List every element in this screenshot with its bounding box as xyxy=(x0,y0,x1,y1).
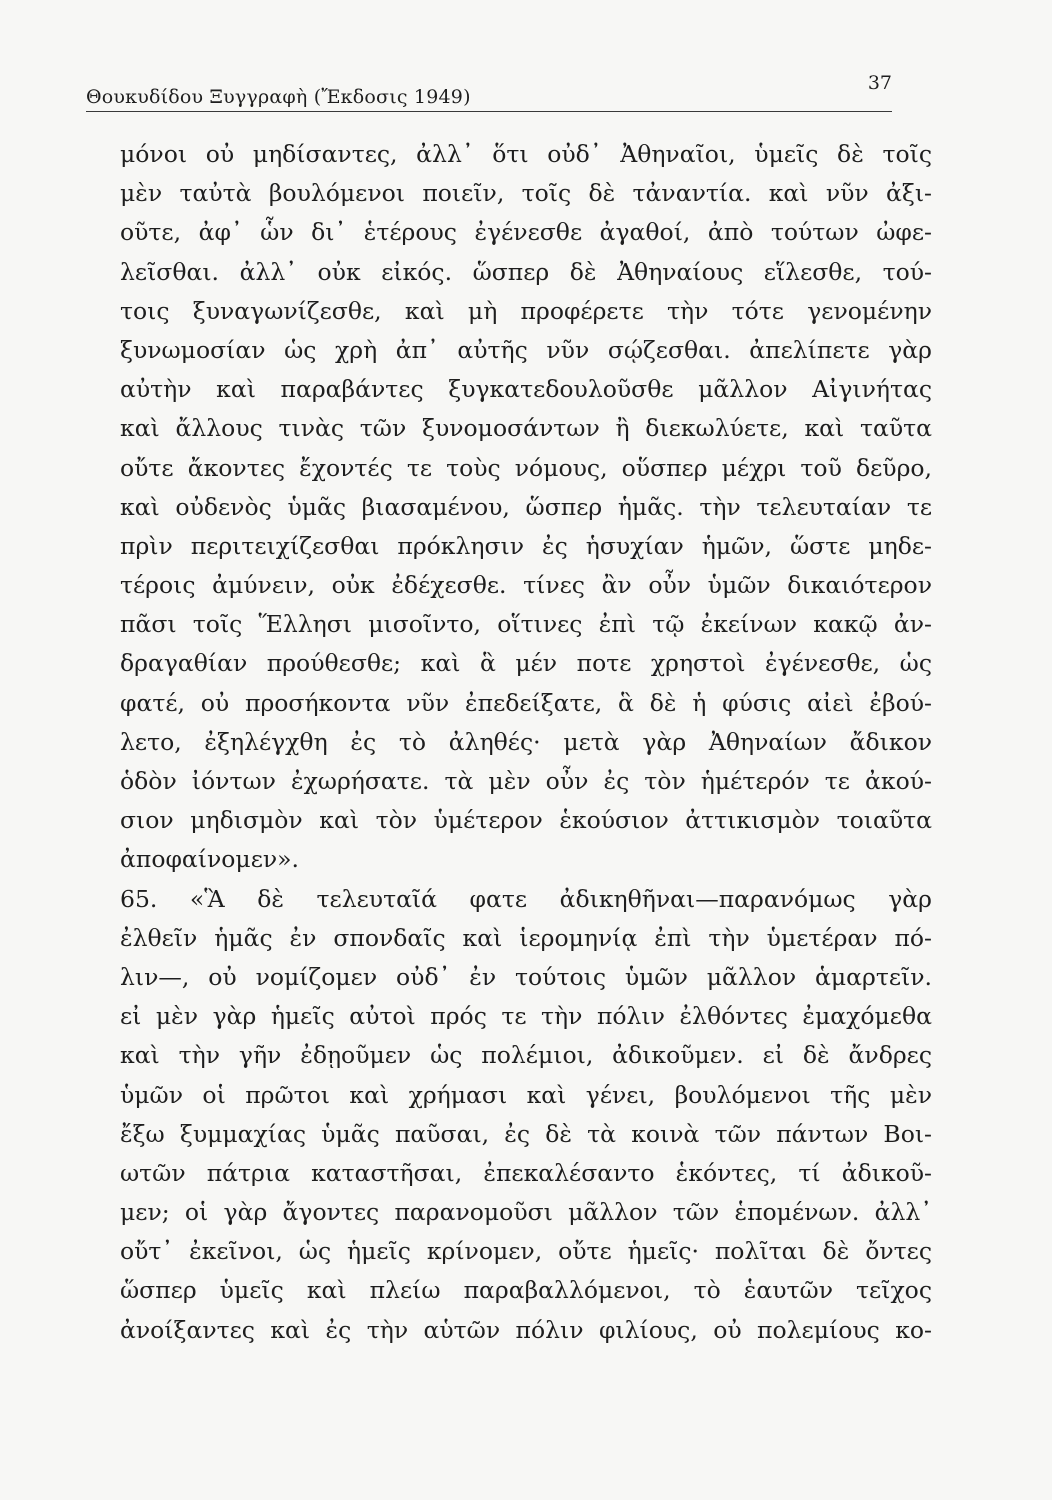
text-line: πᾶσι τοῖς Ἕλλησι μισοῖντο, οἵτινες ἐπὶ τῷ ἐκείνων κακῷ ἀν- xyxy=(120,610,932,639)
text-line: δραγαθίαν προύθεσθε; καὶ ἃ μέν ποτε χρηστοὶ ἐγένεσθε, ὡς xyxy=(120,649,932,678)
text-line: 65. «Ἃ δὲ τελευταῖά φατε ἀδικηθῆναι—παρανόμως γὰρ xyxy=(120,884,932,913)
text-line: ὁδὸν ἰόντων ἐχωρήσατε. τὰ μὲν οὖν ἐς τὸν ἡμέτερόν τε ἀκού- xyxy=(120,767,932,795)
text-line: μὲν ταὐτὰ βουλόμενοι ποιεῖν, τοῖς δὲ τἀναντία. καὶ νῦν ἀξι- xyxy=(120,179,932,208)
text-line: πρὶν περιτειχίζεσθαι πρόκλησιν ἐς ἡσυχίαν ἡμῶν, ὥστε μηδε- xyxy=(120,531,932,560)
text-line: ἐλθεῖν ἡμᾶς ἐν σπονδαῖς καὶ ἱερομηνίᾳ ἐπὶ τὴν ὑμετέραν πό- xyxy=(120,923,932,952)
text-line: λετο, ἐξηλέγχθη ἐς τὸ ἀληθές· μετὰ γὰρ Ἀθηναίων ἄδικον xyxy=(120,727,932,756)
text-line: ἔξω ξυμμαχίας ὑμᾶς παῦσαι, ἐς δὲ τὰ κοινὰ τῶν πάντων Βοι- xyxy=(120,1119,932,1148)
text-line: λεῖσθαι. ἀλλ᾽ οὐκ εἰκός. ὥσπερ δὲ Ἀθηναίους εἵλεσθε, τού- xyxy=(120,257,932,286)
text-line: καὶ οὐδενὸς ὑμᾶς βιασαμένου, ὥσπερ ἡμᾶς. τὴν τελευταίαν τε xyxy=(120,492,932,521)
text-line: οῦτε, ἀφ᾽ ὧν δι᾽ ἑτέρους ἐγένεσθε ἀγαθοί, ἀπὸ τούτων ὠφε- xyxy=(120,218,932,247)
text-line: λιν—, οὐ νομίζομεν οὐδ᾽ ἐν τούτοις ὑμῶν μᾶλλον ἁμαρτεῖν. xyxy=(120,962,932,991)
text-line: καὶ τὴν γῆν ἐδῃοῦμεν ὡς πολέμιοι, ἀδικοῦμεν. εἰ δὲ ἄνδρες xyxy=(120,1041,932,1070)
text-line: μεν; οἱ γὰρ ἄγοντες παρανομοῦσι μᾶλλον τῶν ἑπομένων. ἀλλ᾽ xyxy=(120,1198,932,1227)
body-text xyxy=(120,135,932,1350)
text-line: οὔτ᾽ ἐκεῖνοι, ὡς ἡμεῖς κρίνομεν, οὔτε ἡμεῖς· πολῖται δὲ ὄντες xyxy=(120,1237,932,1266)
text-line: οὔτε ἄκοντες ἔχοντές τε τοὺς νόμους, οὕσπερ μέχρι τοῦ δεῦρο, xyxy=(120,453,932,482)
text-line: μόνοι οὐ μηδίσαντες, ἀλλ᾽ ὅτι οὐδ᾽ Ἀθηναῖοι, ὑμεῖς δὲ τοῖς xyxy=(120,140,932,168)
text-line: ξυνωμοσίαν ὡς χρὴ ἀπ᾽ αὐτῆς νῦν σῴζεσθαι. ἀπελίπετε γὰρ xyxy=(120,335,932,364)
page-number: 37 xyxy=(867,72,892,94)
text-line: ὑμῶν οἱ πρῶτοι καὶ χρήμασι καὶ γένει, βουλόμενοι τῆς μὲν xyxy=(120,1080,932,1109)
text-line: εἰ μὲν γὰρ ἡμεῖς αὐτοὶ πρός τε τὴν πόλιν ἐλθόντες ἐμαχόμεθα xyxy=(120,1002,932,1031)
text-line: τέροις ἀμύνειν, οὐκ ἐδέχεσθε. τίνες ἂν οὖν ὑμῶν δικαιότερον xyxy=(120,571,932,600)
text-line: καὶ ἄλλους τινὰς τῶν ξυνομοσάντων ἢ διεκωλύετε, καὶ ταῦτα xyxy=(120,414,932,443)
running-title: Θουκυδίδου Ξυγγραφὴ (Ἔκδοσις 1949) xyxy=(86,86,471,108)
text-line: τοις ξυναγωνίζεσθε, καὶ μὴ προφέρετε τὴν τότε γενομένην xyxy=(120,296,932,325)
text-line: ἀποφαίνομεν». xyxy=(120,845,300,874)
text-line: ὥσπερ ὑμεῖς καὶ πλείω παραβαλλόμενοι, τὸ ἑαυτῶν τεῖχος xyxy=(120,1276,932,1305)
text-line: ωτῶν πάτρια καταστῆσαι, ἐπεκαλέσαντο ἑκόντες, τί ἀδικοῦ- xyxy=(120,1158,932,1187)
text-line: φατέ, οὐ προσήκοντα νῦν ἐπεδείξατε, ἃ δὲ ἡ φύσις αἰεὶ ἐβού- xyxy=(120,688,932,717)
running-head xyxy=(86,72,892,112)
text-line: ἀνοίξαντες καὶ ἐς τὴν αὑτῶν πόλιν φιλίους, οὐ πολεμίους κο- xyxy=(120,1315,932,1344)
text-line: αὐτὴν καὶ παραβάντες ξυγκατεδουλοῦσθε μᾶλλον Αἰγινήτας xyxy=(120,375,932,404)
text-line: σιον μηδισμὸν καὶ τὸν ὑμέτερον ἑκούσιον ἀττικισμὸν τοιαῦτα xyxy=(120,806,932,835)
header-rule xyxy=(86,111,892,112)
